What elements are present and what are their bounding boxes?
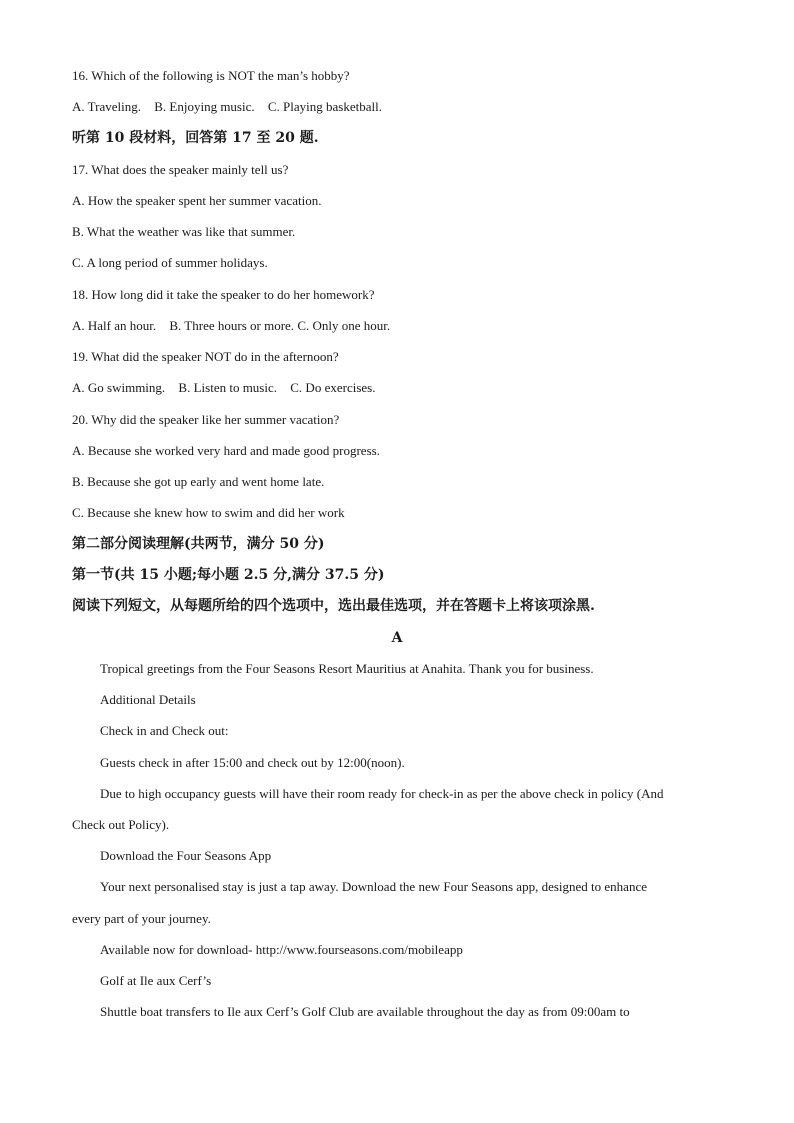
passage-paragraph: Shuttle boat transfers to Ile aux Cerf’s Golf Club are available throughout the day as from 09:00am to	[100, 1004, 630, 1019]
question-18-options	[72, 318, 390, 334]
passage-paragraph: Due to high occupancy guests will have their room ready for check-in as per the above check in policy (And	[100, 786, 664, 801]
option-a: A. Traveling.	[72, 99, 141, 114]
question-17-option-b: B. What the weather was like that summer.	[72, 224, 296, 239]
passage-label: A	[391, 630, 403, 646]
question-20-option-b: B. Because she got up early and went home late.	[72, 474, 325, 489]
section-heading-10: 听第 10 段材料，回答第 17 至 20 题.	[72, 130, 319, 146]
question-17-option-a: A. How the speaker spent her summer vacation.	[72, 193, 322, 208]
option-b: B. Listen to music.	[178, 380, 278, 395]
option-a: A. Half an hour.	[72, 318, 157, 333]
option-b: B. Enjoying music.	[154, 99, 255, 114]
passage-paragraph: Check in and Check out:	[100, 723, 229, 738]
option-c: C. Do exercises.	[290, 380, 376, 395]
passage-paragraph: Available now for download- http://www.fourseasons.com/mobileapp	[100, 942, 463, 957]
passage-paragraph: Tropical greetings from the Four Seasons Resort Mauritius at Anahita. Thank you for business.	[100, 661, 594, 676]
passage-paragraph: Your next personalised stay is just a tap away. Download the new Four Seasons app, designed to enhance	[100, 879, 647, 894]
question-16: 16. Which of the following is NOT the man’s hobby?	[72, 68, 350, 83]
passage-paragraph: Guests check in after 15:00 and check out by 12:00(noon).	[100, 755, 405, 770]
option-c: C. Playing basketball.	[267, 99, 382, 114]
question-20-option-c: C. Because she knew how to swim and did her work	[72, 505, 345, 520]
question-20-option-a: A. Because she worked very hard and made good progress.	[72, 443, 380, 458]
question-17-option-c: C. A long period of summer holidays.	[72, 255, 268, 270]
question-17: 17. What does the speaker mainly tell us?	[72, 162, 289, 177]
part-2-heading: 第二部分阅读理解(共两节，满分 50 分)	[72, 536, 325, 552]
option-a: A. Go swimming.	[72, 380, 166, 395]
passage-paragraph-continued: Check out Policy).	[72, 817, 170, 832]
question-18: 18. How long did it take the speaker to do her homework?	[72, 287, 375, 302]
section-1-heading: 第一节(共 15 小题;每小题 2.5 分,满分 37.5 分)	[72, 567, 385, 583]
passage-paragraph: Golf at Ile aux Cerf’s	[100, 973, 212, 988]
question-16-options	[72, 99, 382, 115]
passage-paragraph: Additional Details	[100, 692, 196, 707]
question-20: 20. Why did the speaker like her summer vacation?	[72, 412, 340, 427]
passage-paragraph: Download the Four Seasons App	[100, 848, 272, 863]
option-c: C. Only one hour.	[297, 318, 391, 333]
option-b: B. Three hours or more.	[169, 318, 295, 333]
question-19-options	[72, 380, 375, 396]
passage-paragraph-continued: every part of your journey.	[72, 911, 211, 926]
reading-instructions: 阅读下列短文，从每题所给的四个选项中，选出最佳选项，并在答题卡上将该项涂黑.	[72, 598, 595, 614]
question-19: 19. What did the speaker NOT do in the afternoon?	[72, 349, 339, 364]
